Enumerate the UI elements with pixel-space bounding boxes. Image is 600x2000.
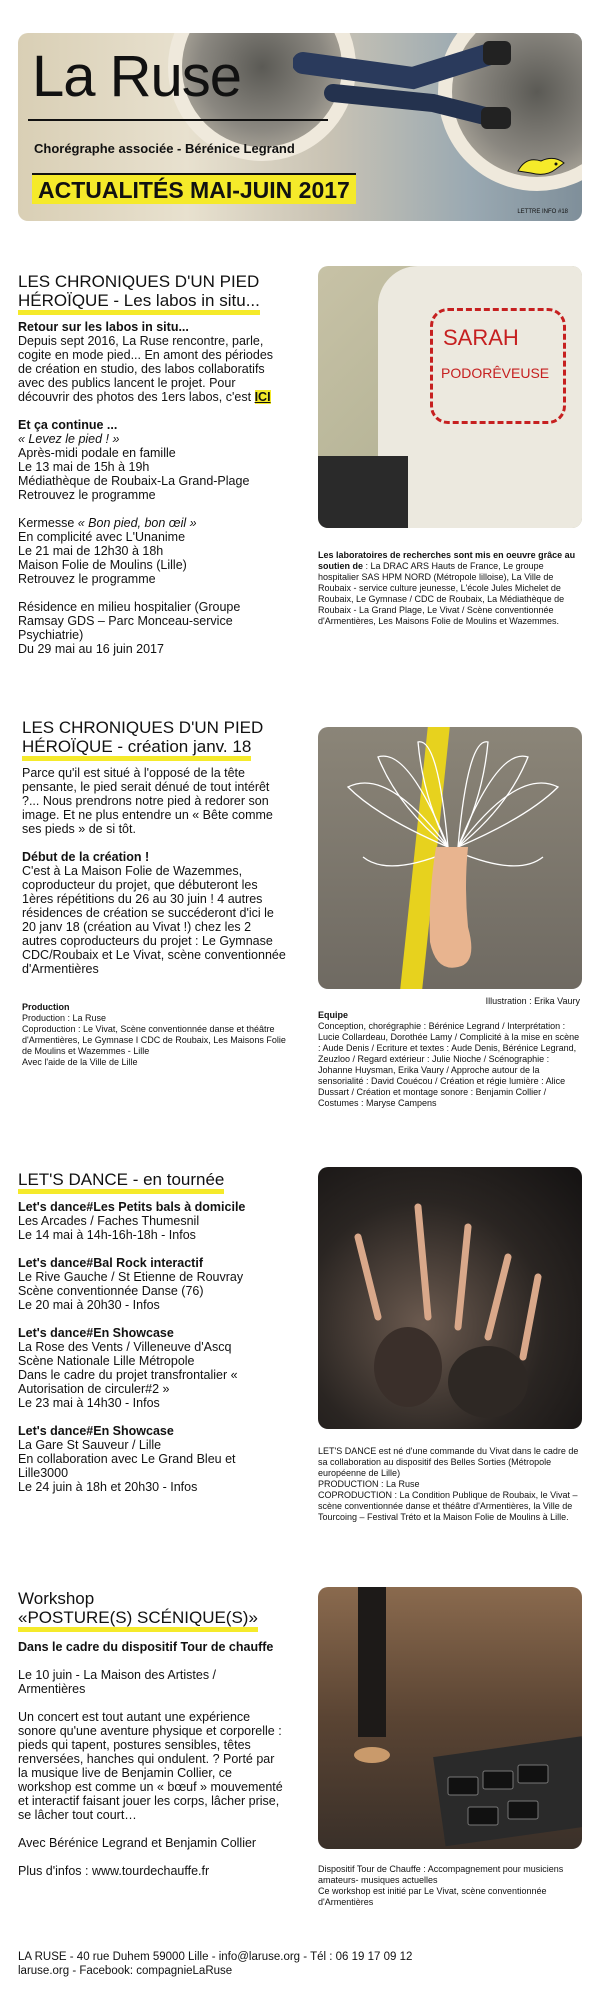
section4-body: Dans le cadre du dispositif Tour de chauffe Le 10 juin - La Maison des Artistes / Armentières Un concert est tout autant une expérience sonore qu'une aventure physique et corporelle : pieds qui tapent, postures sensibles, têtes renversées, hanches qui ondulent. ? Porté par la musique live de Benjamin Collier, ce workshop est comme un « bœuf » mouvementé et interactif faisant jouer les corps, lâcher prise, se lâcher tout court… Avec Bérénice Legrand et Benjamin Collier Plus d'infos : www.tourdechauffe.fr: [18, 1640, 283, 1878]
news-title: ACTUALITÉS MAI-JUIN 2017: [32, 173, 356, 204]
section1-caption: Les laboratoires de recherches sont mis en oeuvre grâce au soutien de : La DRAC ARS Hauts de France, Le groupe hospitalier SAS HPM NORD (Métropole lilloise), La Ville de Roubaix - service culture jeunesse, L'école Jules Michelet de Roubaix, Le Gymnase / CDC de Roubaix, La Médiathèque de Roubaix - La Grand Plage, Le Vivat / Scène conventionnée d'Armentières, Les Maisons Folie de Moulins et Wazemmes.: [318, 550, 576, 626]
labo-photo: SARAH PODORÊVEUSE: [318, 266, 582, 528]
section2-production: Production Production : La Ruse Coproduction : Le Vivat, Scène conventionnée danse et théâtre d'Armentières, Le Gymnase I CDC de Roubaix, Les Maisons Folie de Moulins et Wazemmes - Lille Avec l'aide de la Ville de Lille: [22, 1002, 286, 1067]
section2-body: Parce qu'il est situé à l'opposé de la tête pensante, le pied serait dénué de tout intérêt ?... Nous prendrons notre pied à redorer son image. Et ne plus entendre un « Bête comme ses pieds » de si tôt. Début de la création ! C'est à La Maison Folie de Wazemmes, coproducteur du projet, que débuteront les 1ères répétitions du 26 au 30 juin ! 4 autres résidences de création se succéderont d'ici le 20 janv 18 (création au Vivat !) chez les 2 autres coproducteurs du projet : Le Gymnase CDC/Roubaix et Le Vivat, scène conventionnée d'Armentières: [22, 766, 286, 976]
event-item: Let's dance#En Showcase La Gare St Sauveur / Lille En collaboration avec Le Grand Bleu et Lille3000 Le 24 juin à 18h et 20h30 - Infos: [18, 1424, 236, 1494]
programme-link[interactable]: Retrouvez le programme: [18, 488, 156, 502]
logo-underline: [28, 119, 328, 121]
section2-team: Equipe Conception, chorégraphie : Bérénice Legrand / Interprétation : Lucie Collardeau, Dorothée Lamy / Complicité à la mise en scène : Aude Denis / Ecriture et textes : Aude Denis, Bérénice Legrand, Zeuzloo / Regard extérieur : Julie Nioche / Scénographie : Johanne Huysman, Erika Vaury / Approche autour de la sensorialité : David Couécou / Création et régie lumière : Alice Dussart / Création et montage sonore : Benjamin Collier / Costumes : Maryse Campens: [318, 1010, 580, 1108]
illustration-credit: Illustration : Erika Vaury: [485, 996, 580, 1006]
event-item: Let's dance#En Showcase La Rose des Vents / Villeneuve d'Ascq Scène Nationale Lille Métropole Dans le cadre du projet transfrontalier « Autorisation de circuler#2 » Le 23 mai à 14h30 - Infos: [18, 1326, 238, 1410]
event-item: Let's dance#Bal Rock interactif Le Rive Gauche / St Etienne de Rouvray Scène conventionnée Danse (76) Le 20 mai à 20h30 - Infos: [18, 1256, 244, 1312]
event-item: Let's dance#Les Petits bals à domicile Les Arcades / Faches Thumesnil Le 14 mai à 14h-16h-18h - Infos: [18, 1200, 246, 1242]
logo: La Ruse: [32, 44, 242, 109]
footer: LA RUSE - 40 rue Duhem 59000 Lille - info@laruse.org - Tél : 06 19 17 09 12 laruse.org - Facebook: compagnieLaRuse: [18, 1951, 413, 1977]
lets-dance-photo: [318, 1167, 582, 1429]
infos-link[interactable]: Infos: [170, 1480, 198, 1494]
choreographer-subtitle: Chorégraphe associée - Bérénice Legrand: [34, 141, 295, 156]
issue-number: LETTRE INFO #18: [517, 209, 568, 215]
email-link[interactable]: info@laruse.org: [218, 1951, 301, 1963]
programme-link[interactable]: Retrouvez le programme: [18, 572, 156, 586]
section1-body: Retour sur les labos in situ... Depuis sept 2016, La Ruse rencontre, parle, cogite en mode pied... En amont des périodes de création en studio, des labos collaboratifs avec des publics lancent le projet. Pour découvrir des photos des 1ers labos, c'est ICI Et ça continue ... « Levez le pied ! » Après-midi podale en famille Le 13 mai de 15h à 19h Médiathèque de Roubaix-La Grand-Plage Retrouvez le programme Kermesse « Bon pied, bon œil » En complicité avec L'Unanime Le 21 mai de 12h30 à 18h Maison Folie de Moulins (Lille) Retrouvez le programme Résidence en milieu hospitalier (Groupe Ramsay GDS – Parc Monceau-service Psychiatrie) Du 29 mai au 16 juin 2017: [18, 320, 274, 656]
ici-link[interactable]: ICI: [254, 390, 271, 404]
section4-caption: Dispositif Tour de Chauffe : Accompagnement pour musiciens amateurs- musiques actuelles Ce workshop est initié par Le Vivat, scène conventionnée d'Armentières: [318, 1864, 564, 1907]
section3-events: [18, 1200, 288, 1494]
fox-icon: [516, 151, 566, 181]
website-link[interactable]: laruse.org: [18, 1965, 70, 1977]
facebook-link[interactable]: compagnieLaRuse: [136, 1965, 233, 1977]
infos-link[interactable]: Infos: [168, 1228, 196, 1242]
infos-link[interactable]: Infos: [132, 1298, 160, 1312]
header-banner: [18, 33, 582, 221]
dancer-legs-image: [293, 33, 513, 133]
section3-caption: LET'S DANCE est né d'une commande du Vivat dans le cadre de sa collaboration au dispositif des Belles Sorties (Métropole européenne de Lille) PRODUCTION : La Ruse COPRODUCTION : La Condition Publique de Roubaix, le Vivat – scène conventionnée danse et théâtre d'Armentières, la Ville de Tourcoing – Festival Tréto et la Maison Folie de Moulins à Lille.: [318, 1446, 579, 1522]
foot-illustration: [318, 727, 582, 989]
infos-link[interactable]: Infos: [132, 1396, 160, 1410]
section1-title: LES CHRONIQUES D'UN PIED HÉROÏQUE - Les labos in situ...: [18, 272, 288, 315]
section4-title: Workshop «POSTURE(S) SCÉNIQUE(S)»: [18, 1589, 288, 1632]
section2-title: LES CHRONIQUES D'UN PIED HÉROÏQUE - création janv. 18: [22, 718, 292, 761]
workshop-photo: [318, 1587, 582, 1849]
tourdechauffe-link[interactable]: www.tourdechauffe.fr: [91, 1864, 210, 1878]
section3-title: LET'S DANCE - en tournée: [18, 1170, 288, 1194]
